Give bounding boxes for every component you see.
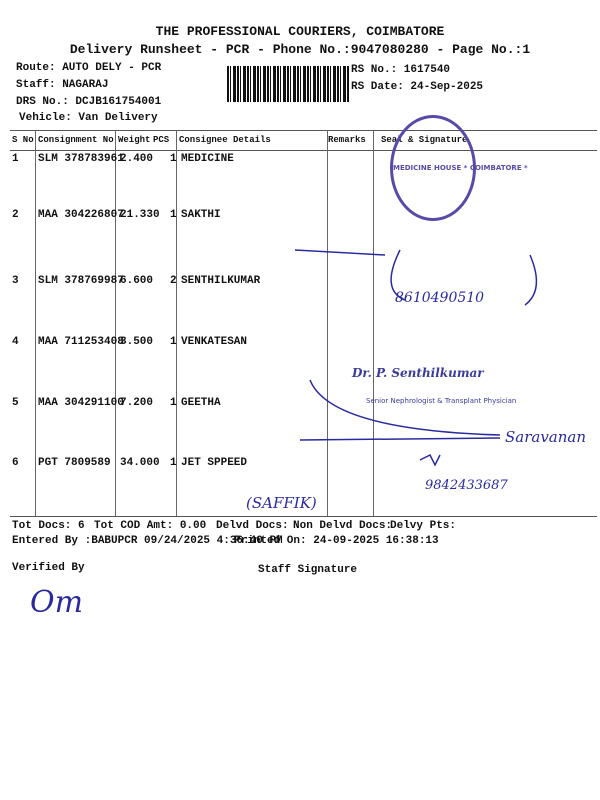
rs-no: RS No.: 1617540 bbox=[351, 64, 451, 76]
row-sno: 6 bbox=[12, 457, 19, 469]
row-consignment-no: PGT 7809589 bbox=[38, 457, 111, 469]
row-sno: 5 bbox=[12, 397, 19, 409]
row-pcs: 1 bbox=[170, 209, 177, 221]
row-consignment-no: SLM 378783961 bbox=[38, 153, 124, 165]
route: Route: AUTO DELY - PCR bbox=[16, 62, 162, 74]
row-pcs: 1 bbox=[170, 336, 177, 348]
company-title: THE PROFESSIONAL COURIERS, COIMBATORE bbox=[155, 24, 445, 39]
handwritten-phone-2: 9842433687 bbox=[425, 478, 508, 493]
col-consignee: Consignee Details bbox=[179, 135, 271, 145]
row-pcs: 1 bbox=[170, 457, 177, 469]
row-pcs: 1 bbox=[170, 153, 177, 165]
col-seal: Seal & Signature bbox=[381, 135, 468, 145]
row-sno: 3 bbox=[12, 275, 19, 287]
handwritten-name-saravanan: Saravanan bbox=[505, 428, 587, 446]
row-weight: 2.400 bbox=[120, 153, 154, 165]
col-weight: Weight bbox=[118, 135, 151, 145]
non-delvd-docs: Non Delvd Docs: bbox=[293, 520, 393, 532]
delvy-pts: Delvy Pts: bbox=[390, 520, 457, 532]
doctor-stamp-line2: Senior Nephrologist & Transplant Physician bbox=[366, 397, 517, 405]
row-weight: 6.600 bbox=[120, 275, 154, 287]
row-consignment-no: MAA 711253408 bbox=[38, 336, 124, 348]
row-weight: 7.200 bbox=[120, 397, 154, 409]
row-sno: 2 bbox=[12, 209, 19, 221]
col-consignment: Consignment No bbox=[38, 135, 114, 145]
tot-cod: Tot COD Amt: 0.00 bbox=[94, 520, 207, 532]
col-sno: S No bbox=[12, 135, 34, 145]
row-sno: 4 bbox=[12, 336, 19, 348]
medicine-house-stamp: MEDICINE HOUSE * COIMBATORE * bbox=[390, 115, 476, 221]
tot-docs: Tot Docs: 6 bbox=[12, 520, 85, 532]
row-weight: 21.330 bbox=[120, 209, 160, 221]
row-consignee: VENKATESAN bbox=[181, 336, 248, 348]
row-consignee: GEETHA bbox=[181, 397, 221, 409]
verifier-signature: Om bbox=[30, 585, 84, 620]
row-pcs: 1 bbox=[170, 397, 177, 409]
drs-no: DRS No.: DCJB161754001 bbox=[16, 96, 162, 108]
handwritten-phone-1: 8610490510 bbox=[395, 290, 485, 306]
rs-date: RS Date: 24-Sep-2025 bbox=[351, 81, 484, 93]
row-weight: 34.000 bbox=[120, 457, 160, 469]
handwritten-name-saffik: (SAFFIK) bbox=[246, 494, 317, 512]
row-consignment-no: MAA 304291100 bbox=[38, 397, 124, 409]
row-consignee: JET SPPEED bbox=[181, 457, 248, 469]
delvd-docs: Delvd Docs: bbox=[216, 520, 289, 532]
row-consignee: SENTHILKUMAR bbox=[181, 275, 261, 287]
row-consignee: SAKTHI bbox=[181, 209, 221, 221]
entered-by: Entered By :BABUPCR 09/24/2025 4:36:40 PM bbox=[12, 535, 283, 547]
col-pcs: PCS bbox=[153, 135, 170, 145]
row-consignment-no: SLM 378769987 bbox=[38, 275, 124, 287]
col-remarks: Remarks bbox=[328, 135, 366, 145]
vehicle: Vehicle: Van Delivery bbox=[19, 112, 158, 124]
row-consignee: MEDICINE bbox=[181, 153, 234, 165]
staff: Staff: NAGARAJ bbox=[16, 79, 109, 91]
row-weight: 3.500 bbox=[120, 336, 154, 348]
doctor-stamp: Dr. P. Senthilkumar bbox=[352, 366, 484, 380]
row-pcs: 2 bbox=[170, 275, 177, 287]
runsheet-subtitle: Delivery Runsheet - PCR - Phone No.:9047080280 - Page No.:1 bbox=[69, 42, 531, 57]
row-sno: 1 bbox=[12, 153, 19, 165]
row-consignment-no: MAA 304226807 bbox=[38, 209, 124, 221]
verified-by: Verified By bbox=[12, 562, 85, 574]
staff-signature: Staff Signature bbox=[258, 564, 358, 576]
printed-on: Printed On: 24-09-2025 16:38:13 bbox=[234, 535, 439, 547]
